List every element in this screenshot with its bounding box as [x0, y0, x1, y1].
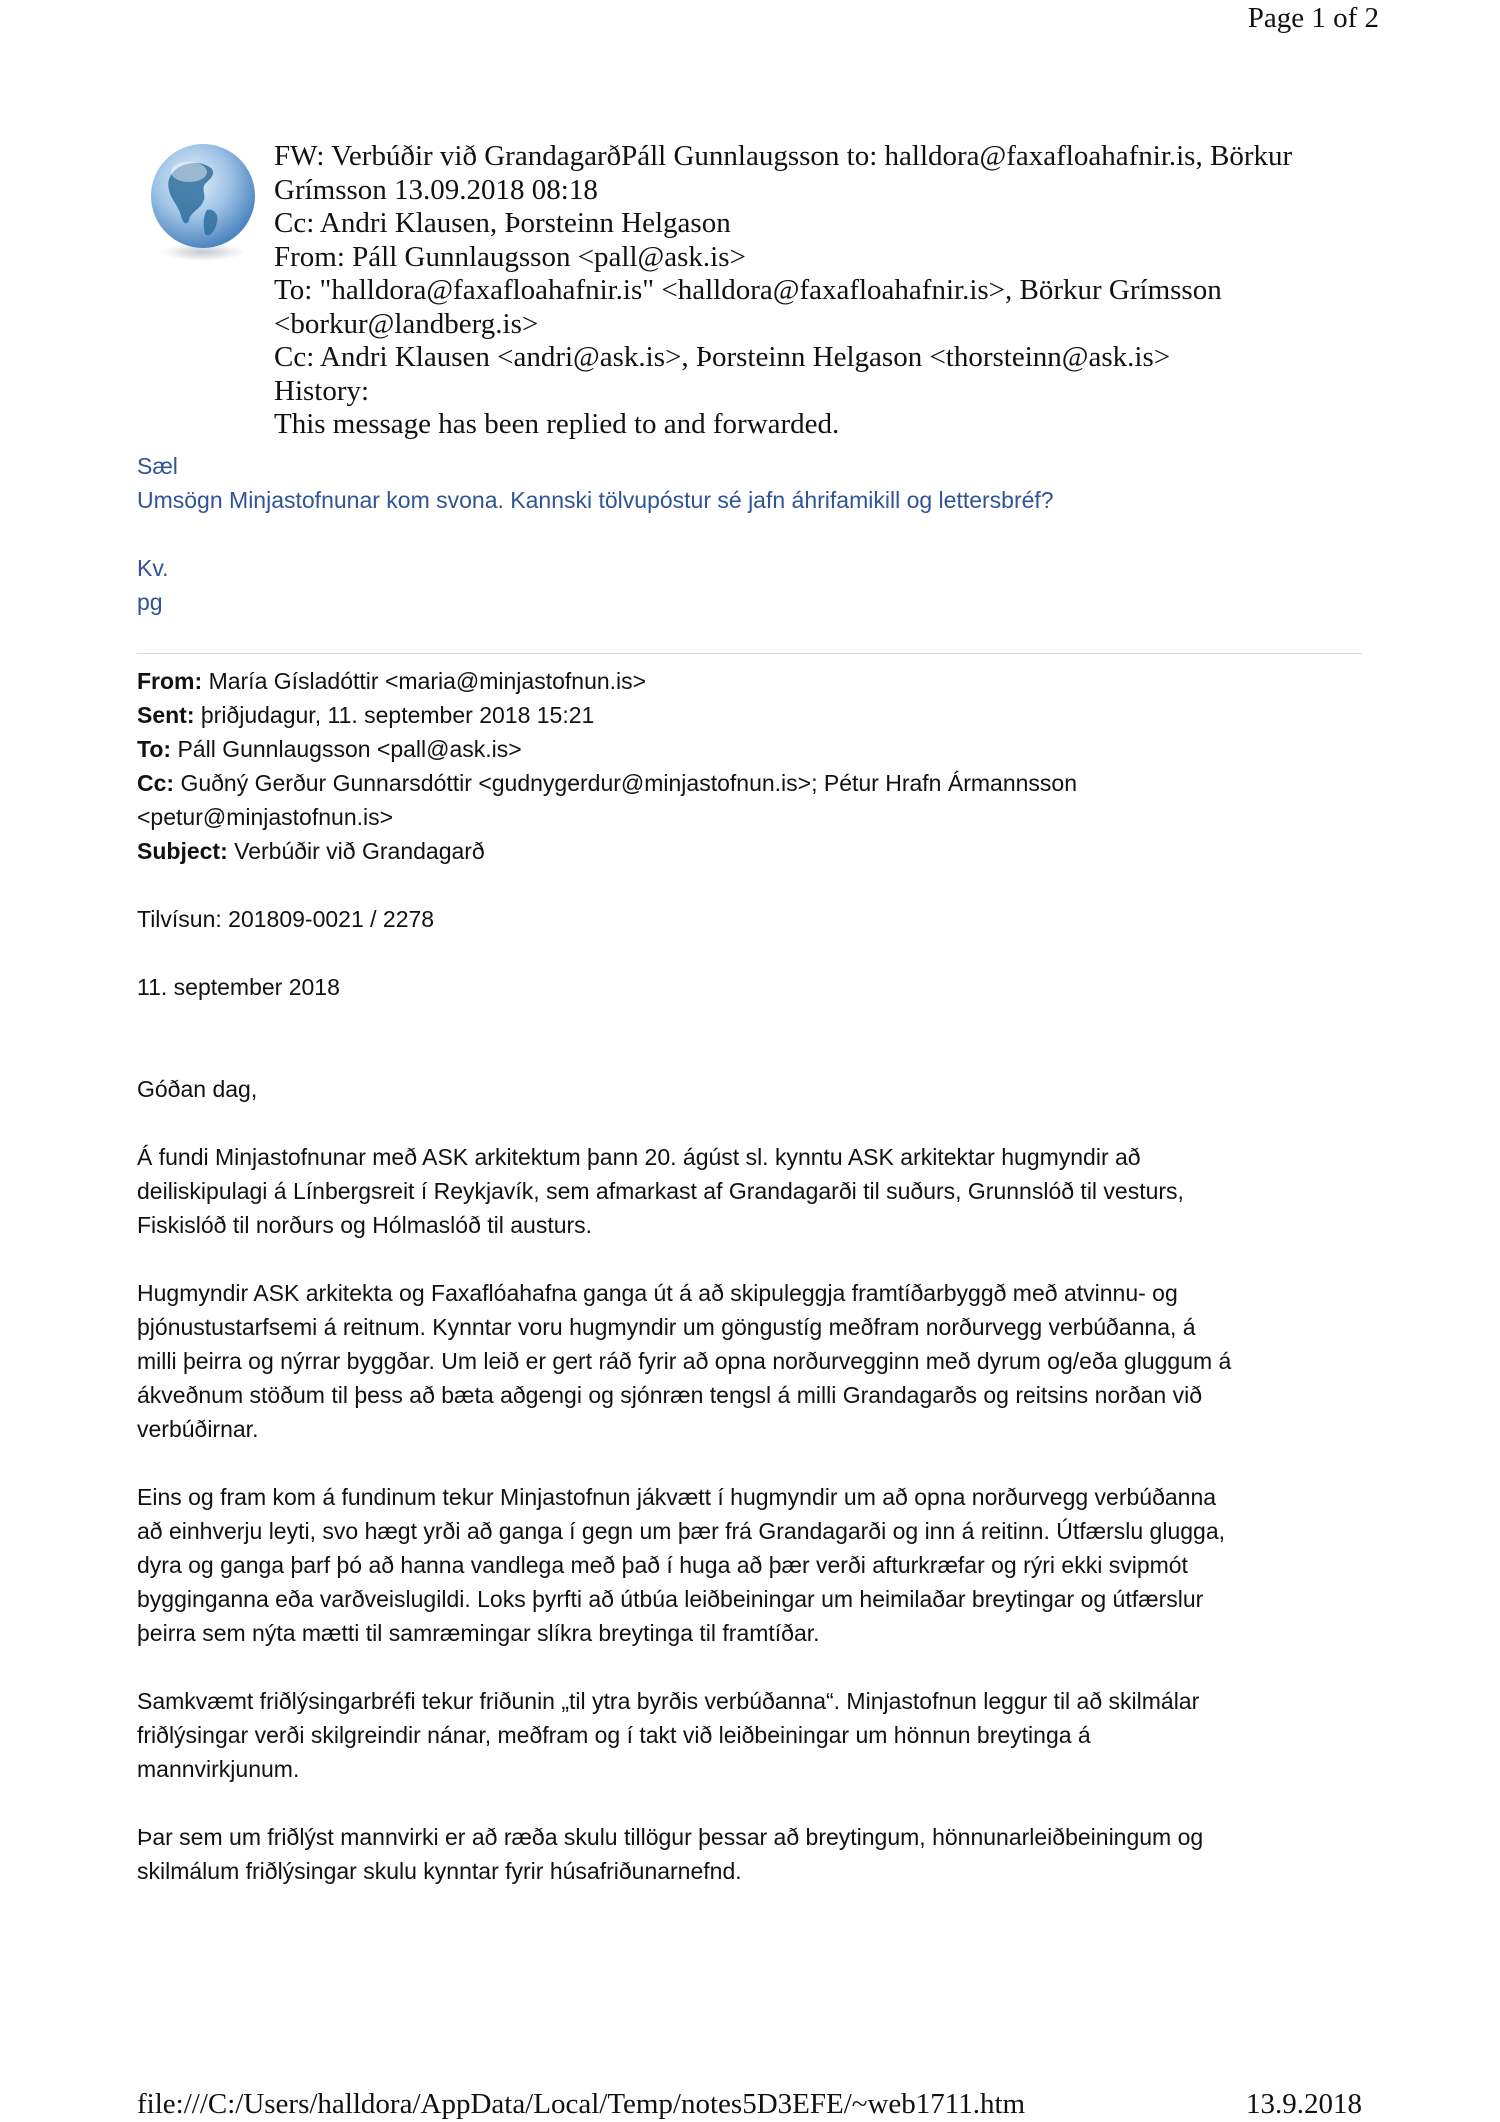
divider [137, 653, 1362, 654]
paragraph-1: Á fundi Minjastofnunar með ASK arkitektum þann 20. ágúst sl. kynntu ASK arkitektar hugmyndir að deiliskipulagi á Línbergsreit í Reykjavík, sem afmarkast af Grandagarði til suðurs, Grunnslóð til vesturs, Fiskislóð til norðurs og Hólmaslóð til austurs. [137, 1144, 1184, 1238]
note-initials: pg [137, 589, 163, 615]
from-line: From: Páll Gunnlaugsson <pall@ask.is> [274, 240, 746, 273]
to-line-cont: <borkur@landberg.is> [274, 307, 539, 340]
fwd-cc: Cc: Guðný Gerður Gunnarsdóttir <gudnygerdur@minjastofnun.is>; Pétur Hrafn Ármannsson [137, 770, 1077, 796]
fwd-subject: Subject: Verbúðir við Grandagarð [137, 838, 485, 864]
subject-line: FW: Verbúðir við GrandagarðPáll Gunnlaugsson to: halldora@faxafloahafnir.is, Börkur [274, 140, 1293, 172]
history-value: This message has been replied to and forwarded. [274, 408, 840, 440]
paragraph-5: Þar sem um friðlýst mannvirki er að ræða skulu tillögur þessar að breytingum, hönnunarleiðbeiningum og skilmálum friðlýsingar skulu kynntar fyrir húsafriðunarnefnd. [137, 1824, 1204, 1884]
note-message: Umsögn Minjastofnunar kom svona. Kannski tölvupóstur sé jafn áhrifamikill og lettersbréf? [137, 487, 1054, 513]
letter-reference: Tilvísun: 201809-0021 / 2278 [137, 906, 435, 932]
forward-note [137, 449, 1054, 619]
paragraph-3: Eins og fram kom á fundinum tekur Minjastofnun jákvætt í hugmyndir um að opna norðurvegg verbúðanna að einhverju leyti, svo hægt yrði að ganga í gegn um þær frá Grandagarði og inn á reitinn. Útfærslu glugga, dyra og ganga þarf þó að hanna vandlega með það í huga að þær verði afturkræfar og rýri ekki svipmót bygginganna eða varðveislugildi. Loks þyrfti að útbúa leiðbeiningar um heimilaðar breytingar og útfærslur þeirra sem nýta mætti til samræmingar slíkra breytinga til framtíðar. [137, 1484, 1226, 1646]
footer-date: 13.9.2018 [1246, 2088, 1362, 2120]
globe-icon [145, 140, 261, 264]
sender-date-line: Grímsson 13.09.2018 08:18 [274, 173, 598, 206]
forwarded-message [137, 664, 1377, 1888]
fwd-sent: Sent: þriðjudagur, 11. september 2018 15:21 [137, 702, 595, 728]
fwd-from: From: María Gísladóttir <maria@minjastofnun.is> [137, 668, 647, 694]
footer-file-path: file:///C:/Users/halldora/AppData/Local/Temp/notes5D3EFE/~web1711.htm [137, 2088, 1026, 2120]
paragraph-2: Hugmyndir ASK arkitekta og Faxaflóahafna ganga út á að skipuleggja framtíðarbyggð með atvinnu- og þjónustustarfsemi á reitnum. Kynntar voru hugmyndir um göngustíg meðfram norðurvegg verbúðanna, á milli þeirra og nýrrar byggðar. Um leið er gert ráð fyrir að opna norðurvegginn með dyrum og/eða gluggum á ákveðnum stöðum til þess að bæta aðgengi og sjónræn tengsl á milli Grandagarðs og reitsins norðan við verbúðirnar. [137, 1280, 1232, 1442]
to-line: To: "halldora@faxafloahafnir.is" <halldora@faxafloahafnir.is>, Börkur Grímsson [274, 274, 1222, 306]
page-number: Page 1 of 2 [1247, 2, 1379, 34]
history-label: History: [274, 374, 370, 407]
email-header [274, 140, 1394, 442]
fwd-to: To: Páll Gunnlaugsson <pall@ask.is> [137, 736, 522, 762]
fwd-cc-cont: <petur@minjastofnun.is> [137, 804, 394, 830]
note-closing: Kv. [137, 555, 169, 581]
cc-summary-line: Cc: Andri Klausen, Þorsteinn Helgason [274, 207, 731, 239]
note-greeting: Sæl [137, 453, 178, 479]
cc-line: Cc: Andri Klausen <andri@ask.is>, Þorsteinn Helgason <thorsteinn@ask.is> [274, 341, 1171, 373]
letter-greeting: Góðan dag, [137, 1076, 258, 1102]
letter-date: 11. september 2018 [137, 974, 340, 1000]
paragraph-4: Samkvæmt friðlýsingarbréfi tekur friðunin „til ytra byrðis verbúðanna“. Minjastofnun leggur til að skilmálar friðlýsingar verði skilgreindir nánar, meðfram og í takt við leiðbeiningar um hönnun breytinga á mannvirkjunum. [137, 1688, 1200, 1782]
